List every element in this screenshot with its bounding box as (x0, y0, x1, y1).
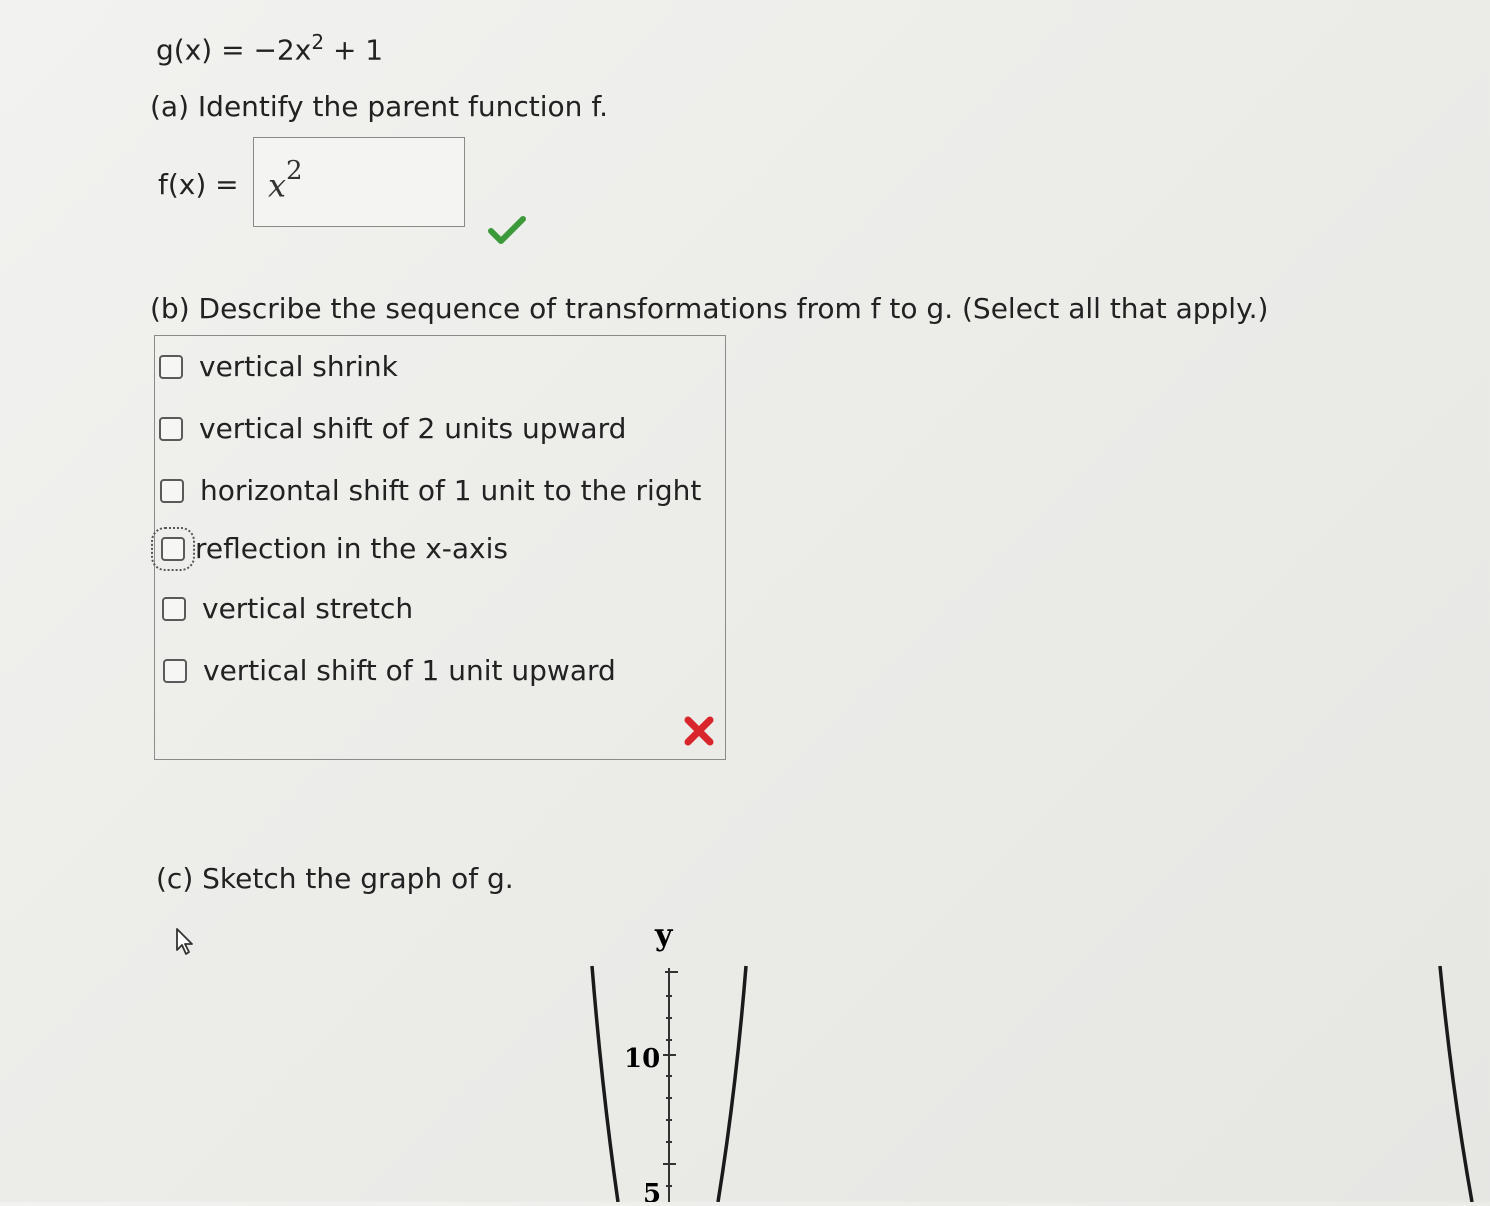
checkbox[interactable] (160, 479, 184, 503)
option-vertical-shift-1-up[interactable] (163, 654, 616, 687)
option-vertical-shrink[interactable] (159, 350, 398, 383)
curve-left-branch (592, 966, 618, 1202)
option-horizontal-shift-right[interactable] (160, 474, 701, 507)
problem-function (156, 30, 383, 66)
option-label: reflection in the x-axis (195, 532, 508, 565)
checkbox[interactable] (162, 597, 186, 621)
sketch-graph-area[interactable] (540, 910, 1490, 1202)
part-a-prompt: (a) Identify the parent function f. (150, 90, 609, 123)
graph-svg[interactable] (540, 910, 1490, 1202)
mouse-pointer-icon (174, 926, 198, 962)
checkbox[interactable] (159, 355, 183, 379)
option-label: vertical shrink (199, 350, 398, 383)
checkbox[interactable] (161, 537, 185, 561)
answer-exponent: 2 (286, 156, 303, 186)
transformations-checkbox-group (154, 335, 726, 760)
part-b-prompt: (b) Describe the sequence of transformations from f to g. (Select all that apply.) (150, 292, 1269, 325)
option-label: horizontal shift of 1 unit to the right (200, 474, 702, 507)
option-label: vertical shift of 2 units upward (199, 412, 627, 445)
option-label: vertical shift of 1 unit upward (203, 654, 616, 687)
y-axis-ticks (663, 972, 678, 1186)
tick-label-10: 10 (624, 1044, 661, 1074)
checkbox[interactable] (159, 417, 183, 441)
answer-base: x (268, 166, 287, 205)
check-icon (488, 214, 526, 250)
function-lhs: g(x) = (156, 33, 254, 67)
function-expr: −2x (253, 33, 312, 67)
option-vertical-shift-2-up[interactable] (159, 412, 626, 445)
curve-far-right (1440, 966, 1472, 1202)
fx-label: f(x) = (158, 168, 239, 201)
x-icon (682, 714, 716, 752)
function-tail: + 1 (324, 33, 384, 67)
curve-right-branch (718, 966, 746, 1202)
parent-function-value (268, 156, 303, 205)
y-axis-label: y (655, 918, 673, 953)
tick-label-5: 5 (643, 1179, 662, 1202)
option-vertical-stretch[interactable] (162, 592, 413, 625)
function-exponent: 2 (311, 30, 325, 54)
option-reflection-x-axis[interactable] (161, 532, 508, 565)
option-label: vertical stretch (202, 592, 414, 625)
part-c-prompt: (c) Sketch the graph of g. (156, 862, 514, 895)
checkbox[interactable] (163, 659, 187, 683)
parent-function-input[interactable] (253, 137, 465, 227)
